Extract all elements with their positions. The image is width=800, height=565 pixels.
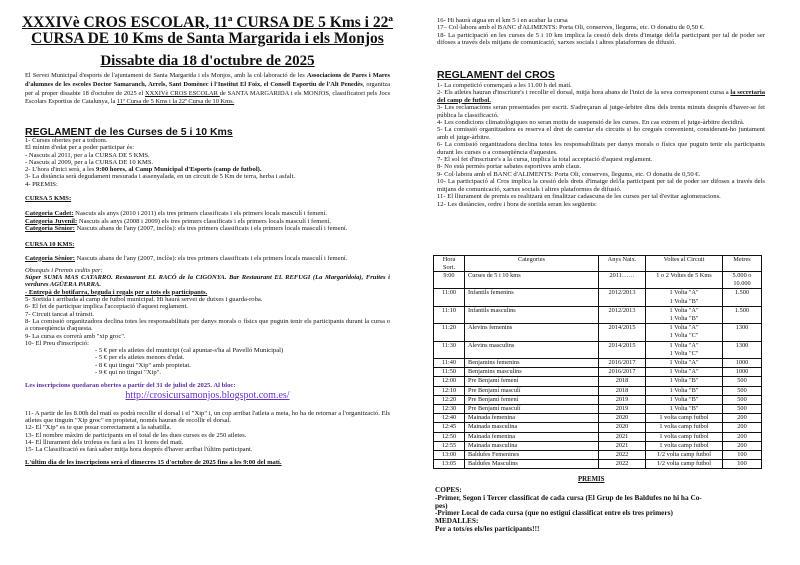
rule-line: 8- No està permès portar sabates esportives amb claus. (437, 163, 582, 171)
cell-metres: 500 (723, 386, 762, 395)
rule-line: El mínim d'edat per a poder participar és: (25, 144, 135, 152)
cell-metres: 200 (723, 414, 762, 423)
cell-hora: 12:10 (434, 386, 465, 395)
table-row (434, 386, 762, 395)
sponsors: Súper SUMA MAS CATARRO. Restaurant EL RACÓ de la CIGONYA. Bar Restaurant EL REFUGI (La Margaridoia), Fruites i verdures AGÜERA PARRA. (25, 274, 390, 289)
cell-anys: 2011…… (599, 272, 646, 289)
cell-hora: 12:00 (434, 377, 465, 386)
cell-category: Pre Benjamí femení (465, 377, 599, 386)
cell-hora: 12:20 (434, 395, 465, 404)
cell-category: Mainada masculina (465, 423, 599, 432)
cell-voltes: 1/2 volta camp futbol (646, 460, 723, 469)
cros-heading: REGLAMENT del CROS (437, 69, 555, 81)
cell-voltes: 1 volta camp futbol (646, 414, 723, 423)
cell-anys: 2016/2017 (599, 359, 646, 368)
cell-category: Baldufes Masculins (465, 460, 599, 469)
cell-category: Benjamins femenins (465, 359, 599, 368)
premis-heading: PREMIS (578, 476, 605, 483)
cell-hora: 12:45 (434, 423, 465, 432)
cell-category: Baldufes Femenines (465, 451, 599, 460)
table-row (434, 341, 762, 358)
cell-anys: 2012/2013 (599, 306, 646, 323)
cell-category: Pre Benjamí femení (465, 395, 599, 404)
cell-category: Curses de 5 i 10 kms (465, 272, 599, 289)
cell-anys: 2019 (599, 395, 646, 404)
rule-line: 15- La Classificació es farà saber mitja hora després d'haver arribat l'últim participant. (25, 446, 253, 454)
rule-line: - Nascuts al 2009, per a la CURSA DE 10 KMS. (25, 158, 154, 166)
cell-metres: 200 (723, 432, 762, 441)
cell-voltes: 1 Volta "A" (646, 368, 723, 377)
rule-line: 6- La comissió organitzadora declina totes les responsabilitats per danys morals o físics que puguin tenir els participants durant les curses o a conseqüència d'aquestes. (437, 141, 765, 156)
cell-voltes: 1/2 volta camp futbol (646, 451, 723, 460)
cell-category: Infantils masculins (465, 306, 599, 323)
cell-voltes: 1 Volta "A" 1 Volta "C" (646, 341, 723, 358)
premis-line: Per a tots/es els/les participants!!! (435, 523, 540, 533)
premis-line: MEDALLES: (435, 516, 479, 526)
cell-category: Pre Benjamí masculí (465, 386, 599, 395)
rule-line: 8- La comissió organitzadora declina totes les responsabilitats per danys morals o físics que puguin tenir els participants durant la cursa o a conseqüència d'aquesta. (25, 317, 390, 333)
table-row (434, 377, 762, 386)
cell-metres: 5.000 o 10.000 (723, 272, 762, 289)
table-row (434, 289, 762, 306)
rule-line: 7- El sol fet d'inscriure's a la cursa, implica la total acceptació d'aquest reglament. (437, 156, 653, 164)
intro-paragraph: El Servei Municipal d'esports de l'ajuntament de Santa Margarida i els Monjos, amb la col·laboració de les Associacions de Pares i Mares d'alumnes de les escoles Doctor Samaranch, Arrels, Sant Domènec i l'Institut El Foix, el Consell Esportiu de l'Alt Penedès, organitza per al proper dissabte 18 d'octubre de 2025 el XXXIVè CROS ESCOLAR de SANTA MARGARIDA i els MONJOS, classificatori pels Jocs Escolars Esportius de Catalunya, la 11ª Cursa de 5 Kms i la 22ª Cursa de 10 Kms. (25, 72, 391, 106)
category-juvenil: Categoria Juvenil: Nascuts als anys (2008 i 2009) els tres primers classificats i els primers locals masculí i femení. (25, 217, 332, 225)
price-item: - 5 € per els atletes menors d'edat. (95, 354, 185, 362)
cell-hora: 12:40 (434, 414, 465, 423)
table-row (434, 368, 762, 377)
rule-line: 1- La competició començarà a les 11.00 h del matí. (437, 82, 572, 89)
rule-line: 2- L'hora d'inici serà, a les 9:00 hores, al Camp Municipal d'Esports (camp de futbol). (25, 166, 262, 174)
premis-block (435, 486, 702, 533)
rule-line: - Nascuts al 2011, per a la CURSA DE 5 KMS. (25, 151, 150, 159)
cell-metres: 1000 (723, 359, 762, 368)
rule-line: 10- La participació al Cros implica la cessió dels drets d'imatge del/la participant per tal de poder ser difoses a través dels mitjans de comunicació, xarxes socials i altres plataformes de difusió. (437, 178, 765, 193)
cell-anys: 2020 (599, 423, 646, 432)
col-hora: Hora Sort. (434, 256, 465, 272)
rule-line: 12- Les distàncies, ordre i hora de sortida seran les següents: (437, 200, 597, 208)
cell-hora: 11:10 (434, 306, 465, 323)
cell-voltes: 1 o 2 Voltes de 5 Kms (646, 272, 723, 289)
cell-hora: 11:20 (434, 324, 465, 341)
cell-hora: 13:00 (434, 451, 465, 460)
col-anys: Anys Naix. (599, 256, 646, 272)
rule-line: 10- El Preu d'inscripció: (25, 339, 89, 347)
table-row (434, 395, 762, 404)
rule-line: 14- El lliurament dels trofeus es farà a les 11 hores del matí. (25, 438, 184, 446)
rule-line: 4- PREMIS: (25, 180, 58, 188)
table-row (434, 451, 762, 460)
rule-line: 7- Circuit tancat al trànsit. (25, 310, 95, 318)
cell-anys: 2021 (599, 441, 646, 450)
entrepa-note: - Entrepà de botifarra, beguda i regals per a tots els participants. (25, 288, 208, 296)
price-item: - 8 € qui tingui "Xip" amb propietat. (95, 361, 191, 369)
cell-voltes: 1 Volta "B" (646, 386, 723, 395)
rule-line: 4- Les condicions climatològiques no seran motiu de suspensió de les curses. En cas extrem el jutge-àrbitre decidirà. (437, 119, 745, 127)
rule-line: 6- El fet de participar implica l'acceptació d'aquest reglament. (25, 303, 188, 311)
cell-anys: 2021 (599, 432, 646, 441)
table-row (434, 432, 762, 441)
table-header-row (434, 256, 762, 272)
cell-anys: 2019 (599, 405, 646, 414)
cell-hora: 11:00 (434, 289, 465, 306)
table-row (434, 441, 762, 450)
rule-line: 3- Les reclamacions seran presentades per escrit. S'adreçaran al jutge-àrbitre dins dels trenta minuts després d'haver-se fet pública la classificació. (437, 104, 765, 119)
title-line-1: XXXIVè CROS ESCOLAR, 11ª CURSA DE 5 Kms i 22ª (21, 14, 393, 31)
schedule-table (433, 255, 762, 469)
rule-line: 2- Els atletes hauran d'inscriure's i recollir el dorsal, mitja hora abans de l'inici de la seva corresponent cursa a la secretaria del camp de futbol. (437, 89, 765, 104)
rule-line: 18- La participació en les curses de 5 i 10 km implica la cessió dels drets d'imatge del/la participant per tal de poder ser difoses a través dels mitjans de comunicació, xarxes socials i altres plataformes de difusió. (437, 31, 765, 46)
cell-voltes: 1 volta camp futbol (646, 432, 723, 441)
rule-line: 3- La distància serà degudament mesurada i assenyalada, en un circuit de 5 Km de terra, herba i asfalt. (25, 173, 296, 181)
cell-anys: 2016/2017 (599, 368, 646, 377)
col-voltes: Voltes al Circuit (646, 256, 723, 272)
cursa-5-heading: CURSA 5 KMS: (25, 195, 72, 203)
blog-link[interactable]: http://crosicursamonjos.blogspot.com.es/ (125, 389, 290, 401)
cell-metres: 1.500 (723, 289, 762, 306)
inscriptions-note: Les inscripcions quedaran obertes a partir del 31 de juliol de 2025. Al bloc: (25, 382, 236, 390)
cell-anys: 2014/2015 (599, 341, 646, 358)
cell-voltes: 1 Volta "A" 1 Volta "B" (646, 289, 723, 306)
category-senior: Categoria Sènior: Nascuts abans de l'any (2007, inclòs): els tres primers classificats i els primers locals masculí i femení. (25, 224, 348, 232)
right-top-block (437, 17, 765, 46)
cell-hora: 12:50 (434, 432, 465, 441)
premis-line: pes) (435, 500, 448, 510)
cell-category: Mainada femenina (465, 414, 599, 423)
cell-hora: 12:55 (434, 441, 465, 450)
cell-voltes: 1 Volta "B" (646, 405, 723, 414)
table-row (434, 405, 762, 414)
cell-metres: 200 (723, 423, 762, 432)
cell-metres: 200 (723, 441, 762, 450)
table-row (434, 359, 762, 368)
cell-anys: 2018 (599, 386, 646, 395)
cell-category: Infantils femenins (465, 289, 599, 306)
reglament-heading: REGLAMENT de les Curses de 5 i 10 Kms (25, 126, 233, 138)
rule-line: 16- Hi haurà aigua en el km 5 i en acabar la cursa (437, 17, 568, 24)
col-metres: Metres (723, 256, 762, 272)
cell-voltes: 1 Volta "A" 1 Volta "C" (646, 324, 723, 341)
table-row (434, 460, 762, 469)
cell-metres: 500 (723, 377, 762, 386)
cell-anys: 2020 (599, 414, 646, 423)
cell-metres: 500 (723, 395, 762, 404)
premis-line: -Primer Local de cada cursa (que no estigui classificat entre els tres primers) (435, 508, 673, 518)
cell-hora: 12:30 (434, 405, 465, 414)
price-item: - 5 € per els atletes del municipi (cal apuntar-s'ha al Pavelló Municipal) (95, 347, 284, 355)
cell-hora: 11:40 (434, 359, 465, 368)
cros-rules (437, 82, 765, 208)
rule-line: 17– Col·labora amb el BANC d'ALIMENTS: Porta Oli, conserves, llegums, etc. O donatiu de 0,50 €. (437, 24, 705, 32)
premis-line: COPES: (435, 485, 462, 494)
cell-hora: 13:05 (434, 460, 465, 469)
col-categories: Categories (465, 256, 599, 272)
reglament-block (25, 137, 390, 467)
cell-anys: 2018 (599, 377, 646, 386)
rule-line: 12- El "Xip" es te que posar correctament a la sabatilla. (25, 424, 172, 432)
event-date: Dissabte dia 18 d'octubre de 2025 (100, 53, 315, 69)
cell-anys: 2012/2013 (599, 289, 646, 306)
rule-line: 11- El lliurament de premis es realitzarà en finalitzar cadascuna de les curses per tal d'evitar aglomeracions. (437, 193, 721, 201)
premis-line: -Primer, Segon i Tercer classificat de cada cursa (El Grup de les Baldufes no hi ha Co- (435, 492, 702, 502)
cell-voltes: 1 Volta "B" (646, 377, 723, 386)
table-row (434, 306, 762, 323)
cell-metres: 100 (723, 451, 762, 460)
sponsors-intro: Obsequis i Premis cedits per: (25, 266, 103, 274)
rule-line: 11- A partir de les 8.00h del matí es podrà recollir el dorsal i el "Xip" i, un cop arribat l'atleta a meta, ho ha de retornar a l'organització. Els atletes que tinguin "Xip groc" en propietat, només hauran de recollir el dorsal. (25, 409, 390, 424)
cell-category: Alevins masculins (465, 341, 599, 358)
cell-hora: 11:30 (434, 341, 465, 358)
cell-voltes: 1 volta camp futbol (646, 441, 723, 450)
cell-anys: 2022 (599, 451, 646, 460)
rule-line: 9- La cursa es correrà amb "xip groc". (25, 332, 126, 340)
rule-line: 13- El nombre màxim de participants en el total de les dues curses es de 250 atletes. (25, 431, 247, 439)
rule-line: 5- La comissió organitzadora es reserva el dret de canviar els circuits si ho cregués convenient, considerant-ho juntament amb el jutge-àrbitre. (437, 126, 765, 141)
title-line-2: CURSA DE 10 Kms de Santa Margarida i els Monjos (31, 30, 384, 47)
table-row (434, 272, 762, 289)
cell-category: Mainada femenina (465, 432, 599, 441)
cell-category: Pre Benjamí masculí (465, 405, 599, 414)
cell-category: Benjamins masculins (465, 368, 599, 377)
cell-metres: 1300 (723, 341, 762, 358)
cell-category: Mainada masculina (465, 441, 599, 450)
table-row (434, 414, 762, 423)
category-cadet: Categoria Cadet: Nascuts als anys (2010 i 2011) els tres primers classificats i els primers locals masculí i femení. (25, 210, 328, 218)
cell-metres: 100 (723, 460, 762, 469)
cell-metres: 1.500 (723, 306, 762, 323)
category-senior-10: Categoria Sènior: Nascuts abans de l'any (2007, inclòs): els tres primers classificats i els primers locals masculí i femení. (25, 254, 348, 262)
table-row (434, 324, 762, 341)
rule-line: 1- Curses obertes per a tothom. (25, 137, 108, 144)
cell-voltes: 1 Volta "B" (646, 395, 723, 404)
cell-anys: 2014/2015 (599, 324, 646, 341)
cell-voltes: 1 Volta "A" 1 Volta "B" (646, 306, 723, 323)
cell-metres: 1300 (723, 324, 762, 341)
cell-voltes: 1 volta camp futbol (646, 423, 723, 432)
cell-hora: 9:00 (434, 272, 465, 289)
cell-hora: 11:50 (434, 368, 465, 377)
rule-line: 9- Col·labora amb el BANC d'ALIMENTS: Porta Oli, conserves, llegums, etc. O donatiu de 0,50 €. (437, 170, 701, 178)
cell-voltes: 1 Volta "A" (646, 359, 723, 368)
cell-anys: 2022 (599, 460, 646, 469)
price-item: - 9 € qui no tingui "Xip". (95, 369, 162, 377)
cursa-10-heading: CURSA 10 KMS: (25, 241, 75, 249)
last-day-note: L'últim dia de les inscripcions serà el dimecres 15 d'octubre de 2025 fins a les 9:00 del matí. (25, 459, 282, 467)
rule-line: 5- Sortida i arribada al camp de futbol municipal. Hi haurà servei de dutxes i guarda-roba. (25, 296, 263, 304)
cell-category: Alevins femenins (465, 324, 599, 341)
cell-metres: 500 (723, 405, 762, 414)
table-row (434, 423, 762, 432)
cell-metres: 1000 (723, 368, 762, 377)
